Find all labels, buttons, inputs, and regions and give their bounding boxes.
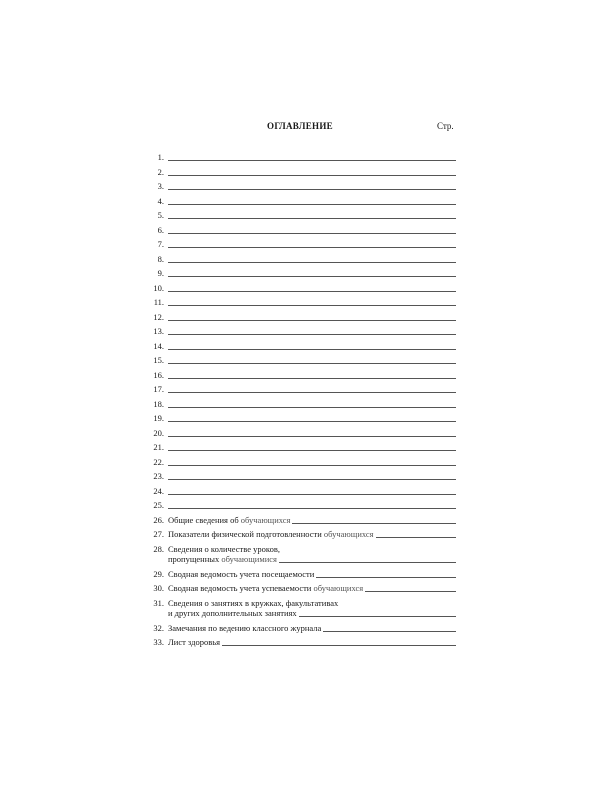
fill-line bbox=[168, 471, 456, 480]
toc-row bbox=[140, 310, 460, 325]
toc-row-line bbox=[168, 471, 456, 481]
toc-row-number: 23. bbox=[153, 471, 164, 481]
toc-row-text-secondary: обучающихся bbox=[238, 514, 291, 525]
toc-row-line bbox=[168, 569, 456, 579]
toc-row-number: 18. bbox=[153, 398, 164, 409]
toc-row bbox=[140, 567, 460, 582]
toc-row-text-main: Лист здоровья bbox=[168, 637, 221, 647]
fill-line bbox=[168, 254, 456, 263]
toc-row-line bbox=[168, 457, 456, 467]
toc-row-line bbox=[168, 312, 456, 322]
toc-row bbox=[140, 440, 460, 455]
toc-row-line bbox=[168, 210, 456, 220]
toc-row bbox=[140, 621, 460, 636]
toc-row-text bbox=[168, 515, 292, 525]
toc-row bbox=[140, 353, 460, 368]
toc-row-line bbox=[168, 326, 456, 336]
toc-row-line bbox=[168, 152, 456, 162]
toc-row-line bbox=[168, 181, 456, 191]
toc-row-text-secondary: обучающихся bbox=[311, 583, 364, 593]
toc-row-number: 2. bbox=[157, 166, 164, 177]
fill-line bbox=[168, 152, 456, 161]
toc-row-line bbox=[168, 608, 456, 618]
toc-row-line bbox=[168, 196, 456, 206]
fill-line bbox=[279, 554, 456, 563]
fill-line bbox=[365, 583, 456, 592]
toc-row-line bbox=[168, 297, 456, 307]
toc-row-number: 20. bbox=[153, 427, 164, 438]
toc-row bbox=[140, 252, 460, 267]
toc-row bbox=[140, 165, 460, 180]
toc-row-number: 17. bbox=[153, 384, 164, 394]
toc-row bbox=[140, 179, 460, 194]
toc-row-line bbox=[168, 554, 456, 564]
toc-row-number: 33. bbox=[153, 637, 164, 647]
toc-row bbox=[140, 469, 460, 484]
toc-row-line bbox=[168, 583, 456, 593]
toc-row bbox=[140, 426, 460, 441]
toc-row bbox=[140, 581, 460, 596]
toc-row-text-main: и других дополнительных занятиях bbox=[168, 607, 297, 618]
toc-row-text-main: Сводная ведомость учета посещаемости bbox=[168, 568, 315, 579]
toc-row-number: 3. bbox=[157, 181, 164, 191]
toc-row-text-secondary: обучающихся bbox=[321, 529, 374, 539]
fill-line bbox=[168, 283, 456, 292]
toc-row-number: 7. bbox=[157, 239, 164, 249]
toc-row-line bbox=[168, 399, 456, 409]
fill-line bbox=[168, 370, 456, 379]
toc-row bbox=[140, 498, 460, 513]
toc-row bbox=[140, 368, 460, 383]
fill-line bbox=[168, 399, 456, 408]
fill-line bbox=[168, 413, 456, 422]
fill-line bbox=[168, 384, 456, 393]
toc-row-line bbox=[168, 515, 456, 525]
toc-row-line bbox=[168, 167, 456, 177]
toc-row bbox=[140, 397, 460, 412]
toc-row-line bbox=[168, 370, 456, 380]
toc-row-line bbox=[168, 442, 456, 452]
toc-row-number: 24. bbox=[153, 485, 164, 496]
toc-row-number: 8. bbox=[157, 253, 164, 264]
toc-row-number: 4. bbox=[157, 195, 164, 206]
fill-line bbox=[168, 297, 456, 306]
toc-row-text-line1: Сведения о занятиях в кружках, факультативах bbox=[168, 597, 339, 608]
toc-row bbox=[140, 542, 460, 567]
fill-line bbox=[376, 529, 456, 538]
toc-row-number: 32. bbox=[153, 622, 164, 633]
toc-row-text bbox=[168, 583, 365, 593]
toc-row-number: 6. bbox=[157, 224, 164, 235]
toc-row bbox=[140, 281, 460, 296]
fill-line bbox=[168, 355, 456, 364]
fill-line bbox=[168, 428, 456, 437]
toc-row-number: 14. bbox=[153, 340, 164, 351]
toc-row-text-secondary: обучающимися bbox=[219, 553, 277, 564]
toc-row-number: 16. bbox=[153, 369, 164, 380]
toc-row-line bbox=[168, 268, 456, 278]
toc-row bbox=[140, 237, 460, 252]
fill-line bbox=[168, 500, 456, 509]
toc-row-line bbox=[168, 529, 456, 539]
toc-row bbox=[140, 295, 460, 310]
toc-row-number: 26. bbox=[153, 514, 164, 525]
toc-row-text bbox=[168, 623, 323, 633]
fill-line bbox=[168, 312, 456, 321]
toc-row-number: 31. bbox=[153, 597, 164, 608]
toc-row bbox=[140, 324, 460, 339]
toc-row-line bbox=[168, 239, 456, 249]
toc-row-text-main: Общие сведения об bbox=[168, 514, 239, 525]
toc-row bbox=[140, 484, 460, 499]
fill-line bbox=[168, 210, 456, 219]
toc-row-text-main: Сводная ведомость учета успеваемости bbox=[168, 583, 312, 593]
fill-line bbox=[168, 341, 456, 350]
page-column-label: Стр. bbox=[437, 121, 454, 131]
toc-row-number: 5. bbox=[157, 210, 164, 220]
toc-row-line bbox=[168, 623, 456, 633]
toc-row bbox=[140, 635, 460, 650]
toc-row bbox=[140, 223, 460, 238]
toc-row-line bbox=[168, 254, 456, 264]
toc-row-number: 12. bbox=[153, 311, 164, 322]
toc-row bbox=[140, 455, 460, 470]
toc-row-number: 29. bbox=[153, 568, 164, 579]
fill-line bbox=[168, 196, 456, 205]
toc-row-text bbox=[168, 637, 222, 647]
toc-row bbox=[140, 339, 460, 354]
toc-row-line bbox=[168, 500, 456, 510]
toc-row bbox=[140, 513, 460, 528]
toc-row-line bbox=[168, 384, 456, 394]
toc-row-line bbox=[168, 225, 456, 235]
fill-line bbox=[168, 167, 456, 176]
toc-row bbox=[140, 208, 460, 223]
fill-line bbox=[168, 225, 456, 234]
toc-row-number: 13. bbox=[153, 326, 164, 336]
toc-row-text-main: Замечания по ведению классного журнала bbox=[168, 622, 322, 633]
toc-row bbox=[140, 150, 460, 165]
fill-line bbox=[168, 239, 456, 248]
toc-row-number: 19. bbox=[153, 413, 164, 423]
toc-row bbox=[140, 596, 460, 621]
toc-row bbox=[140, 382, 460, 397]
table-of-contents bbox=[140, 150, 460, 650]
toc-row-number: 30. bbox=[153, 583, 164, 593]
fill-line bbox=[168, 457, 456, 466]
toc-row bbox=[140, 411, 460, 426]
toc-row-line bbox=[168, 413, 456, 423]
fill-line bbox=[168, 181, 456, 190]
toc-row-text bbox=[168, 608, 299, 618]
toc-row-number: 10. bbox=[153, 282, 164, 293]
toc-row-text-main: Показатели физической подготовленности bbox=[168, 529, 322, 539]
fill-line bbox=[222, 637, 456, 646]
fill-line bbox=[299, 608, 456, 617]
toc-row-number: 11. bbox=[153, 297, 164, 307]
toc-row-text bbox=[168, 529, 376, 539]
toc-row-number: 21. bbox=[153, 442, 164, 452]
fill-line bbox=[323, 623, 456, 632]
toc-row-text-main: пропущенных bbox=[168, 553, 220, 564]
toc-row-line bbox=[168, 486, 456, 496]
toc-row-line bbox=[168, 355, 456, 365]
toc-row-line bbox=[168, 428, 456, 438]
toc-row bbox=[140, 527, 460, 542]
toc-row-line bbox=[168, 283, 456, 293]
toc-row-text-line1: Сведения о количестве уроков, bbox=[168, 543, 280, 554]
fill-line bbox=[292, 515, 456, 524]
toc-row-text bbox=[168, 554, 279, 564]
toc-row-number: 22. bbox=[153, 456, 164, 467]
toc-row bbox=[140, 266, 460, 281]
fill-line bbox=[316, 569, 456, 578]
fill-line bbox=[168, 268, 456, 277]
toc-row-number: 1. bbox=[157, 152, 164, 162]
page-title: ОГЛАВЛЕНИЕ bbox=[267, 121, 333, 131]
toc-row-line bbox=[168, 341, 456, 351]
toc-row-text bbox=[168, 569, 316, 579]
toc-row-number: 15. bbox=[153, 355, 164, 365]
fill-line bbox=[168, 442, 456, 451]
toc-row bbox=[140, 194, 460, 209]
fill-line bbox=[168, 326, 456, 335]
fill-line bbox=[168, 486, 456, 495]
toc-row-number: 25. bbox=[153, 500, 164, 510]
toc-row-number: 9. bbox=[157, 268, 164, 278]
toc-row-line bbox=[168, 637, 456, 647]
toc-row-number: 27. bbox=[153, 529, 164, 539]
toc-row-number: 28. bbox=[153, 543, 164, 554]
